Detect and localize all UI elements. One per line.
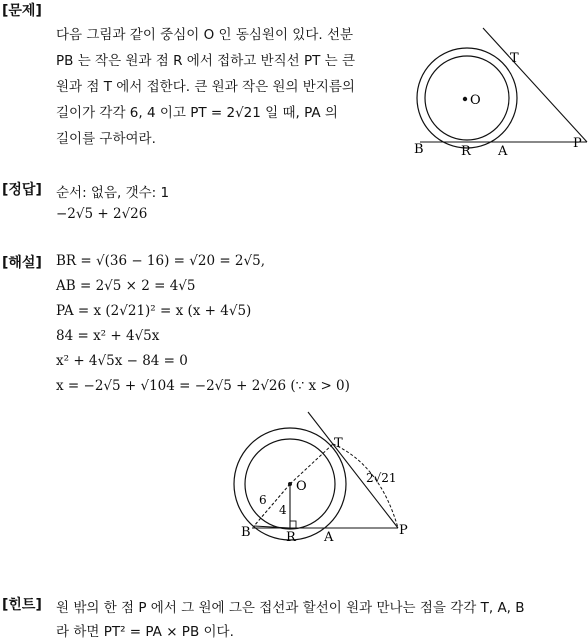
label-pt-length: 2√21 xyxy=(366,471,397,485)
label-P: P xyxy=(573,136,582,151)
hint-line-1: 원 밖의 한 점 P 에서 그 원에 그은 접선과 할선이 원과 만나는 점을 각각 T, A, B xyxy=(56,600,525,616)
label-P: P xyxy=(399,523,408,538)
problem-line-1: 다음 그림과 같이 중심이 O 인 동심원이 있다. 선분 xyxy=(56,27,354,43)
hint-line-2: 라 하면 PT² = PA × PB 이다. xyxy=(56,624,234,640)
label-T: T xyxy=(334,436,343,451)
answer-line-2: −2√5 + 2√26 xyxy=(56,206,148,222)
label-A: A xyxy=(324,530,334,545)
label-R: R xyxy=(461,144,471,159)
segment-OT xyxy=(290,444,333,484)
center-point xyxy=(463,97,467,101)
problem-line-3: 원과 점 T 에서 접한다. 큰 원과 작은 원의 반지름의 xyxy=(56,79,355,95)
problem-line-5: 길이를 구하여라. xyxy=(56,131,156,147)
solution-line-1: BR = √(36 − 16) = √20 = 2√5, xyxy=(56,253,266,269)
problem-tag: [문제] xyxy=(2,3,42,19)
label-O: O xyxy=(296,479,307,494)
problem-line-4: 길이가 각각 6, 4 이고 PT = 2√21 일 때, PA 의 xyxy=(56,105,338,121)
label-A: A xyxy=(498,144,508,159)
big-circle xyxy=(417,48,517,148)
hint-tag: [힌트] xyxy=(2,597,42,613)
label-4: 4 xyxy=(279,503,287,517)
problem-line-2: PB 는 작은 원과 점 R 에서 접하고 반직선 PT 는 큰 xyxy=(56,53,356,69)
small-circle xyxy=(425,56,509,140)
label-6: 6 xyxy=(259,493,267,507)
solution-line-2: AB = 2√5 × 2 = 4√5 xyxy=(56,278,196,294)
label-R: R xyxy=(286,530,296,545)
label-B: B xyxy=(241,525,251,540)
figure-problem xyxy=(408,20,588,160)
solution-line-4: 84 = x² + 4√5x xyxy=(56,328,160,344)
label-T: T xyxy=(510,51,519,66)
answer-tag: [정답] xyxy=(2,182,42,198)
label-B: B xyxy=(414,142,424,157)
figure-solution xyxy=(230,410,420,545)
tangent-line xyxy=(308,412,398,528)
solution-line-5: x² + 4√5x − 84 = 0 xyxy=(56,353,188,369)
solution-line-3: PA = x (2√21)² = x (x + 4√5) xyxy=(56,303,252,319)
solution-line-6: x = −2√5 + √104 = −2√5 + 2√26 (∵ x > 0) xyxy=(56,378,350,394)
solution-tag: [해설] xyxy=(2,255,42,271)
label-O: O xyxy=(470,93,481,108)
answer-line-1: 순서: 없음, 갯수: 1 xyxy=(56,185,170,201)
right-angle-mark xyxy=(290,521,296,528)
